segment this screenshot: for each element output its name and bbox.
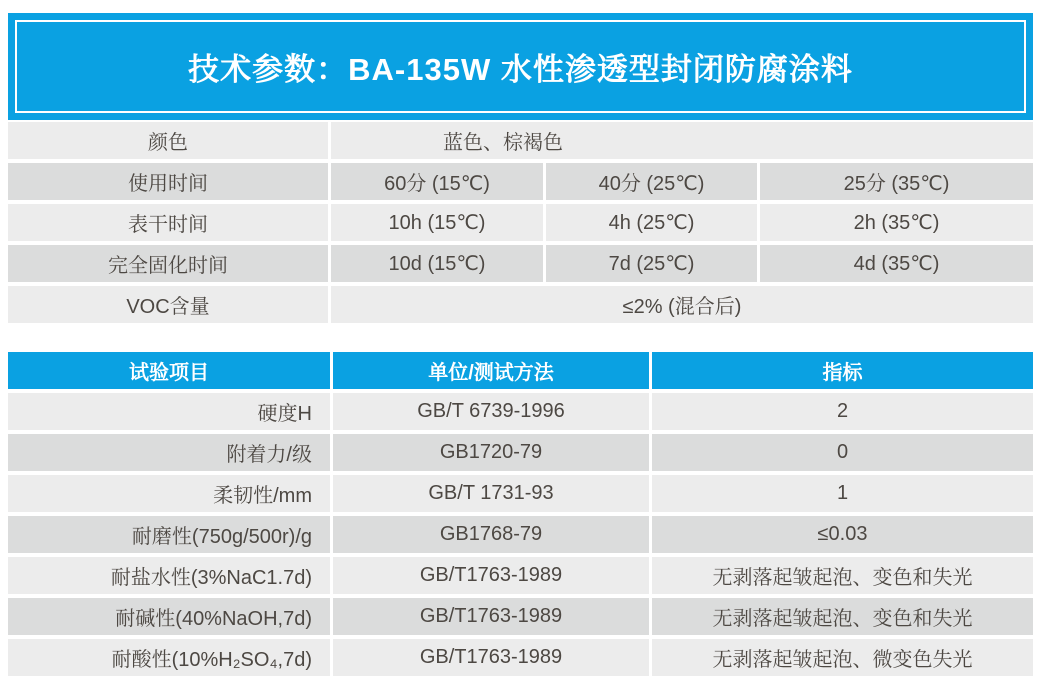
spec-table: [8, 122, 1033, 323]
row-value: 25分 (35℃): [760, 163, 1033, 200]
table-row-color: [8, 122, 1033, 159]
table-row-flexibility: [8, 475, 1033, 512]
row-label: 耐磨性(750g/500r)/g: [8, 516, 330, 553]
row-label: 完全固化时间: [8, 245, 328, 282]
table-row-voc: [8, 286, 1033, 323]
row-index: 无剥落起皱起泡、变色和失光: [652, 557, 1033, 594]
row-method: GB/T1763-1989: [333, 639, 649, 676]
row-index: 无剥落起皱起泡、微变色失光: [652, 639, 1033, 676]
table-row-acid: [8, 639, 1033, 676]
column-header-method: 单位/测试方法: [333, 352, 649, 389]
row-value: 10h (15℃): [331, 204, 543, 241]
table-row-surface-dry: [8, 204, 1033, 241]
column-header-test-item: 试验项目: [8, 352, 330, 389]
row-value: 7d (25℃): [546, 245, 757, 282]
row-label: 硬度H: [8, 393, 330, 430]
row-label: 耐酸性(10%H₂SO₄,7d): [8, 639, 330, 676]
row-index: 无剥落起皱起泡、变色和失光: [652, 598, 1033, 635]
row-label: 表干时间: [8, 204, 328, 241]
row-label: 耐碱性(40%NaOH,7d): [8, 598, 330, 635]
table-row-salt-water: [8, 557, 1033, 594]
row-value: 蓝色、棕褐色: [331, 122, 1033, 159]
row-value: 60分 (15℃): [331, 163, 543, 200]
row-index: ≤0.03: [652, 516, 1033, 553]
row-index: 2: [652, 393, 1033, 430]
row-value: ≤2% (混合后): [331, 286, 1033, 323]
row-value: 4h (25℃): [546, 204, 757, 241]
column-header-index: 指标: [652, 352, 1033, 389]
row-method: GB/T1763-1989: [333, 557, 649, 594]
title-banner: [8, 13, 1033, 120]
title-banner-border: [15, 20, 1026, 113]
page-title: 技术参数：BA-135W 水性渗透型封闭防腐涂料: [188, 52, 853, 87]
table-row-full-cure: [8, 245, 1033, 282]
table-header-row: [8, 352, 1033, 389]
row-label: 颜色: [8, 122, 328, 159]
row-index: 0: [652, 434, 1033, 471]
table-row-hardness: [8, 393, 1033, 430]
row-index: 1: [652, 475, 1033, 512]
row-method: GB/T 1731-93: [333, 475, 649, 512]
row-value: 40分 (25℃): [546, 163, 757, 200]
row-label: 柔韧性/mm: [8, 475, 330, 512]
table-row-alkali: [8, 598, 1033, 635]
row-label: 耐盐水性(3%NaC1.7d): [8, 557, 330, 594]
row-method: GB/T 6739-1996: [333, 393, 649, 430]
row-method: GB1768-79: [333, 516, 649, 553]
row-value: 10d (15℃): [331, 245, 543, 282]
table-row-adhesion: [8, 434, 1033, 471]
row-method: GB/T1763-1989: [333, 598, 649, 635]
row-label: 附着力/级: [8, 434, 330, 471]
row-value: 4d (35℃): [760, 245, 1033, 282]
row-label: VOC含量: [8, 286, 328, 323]
row-method: GB1720-79: [333, 434, 649, 471]
test-table: [8, 352, 1033, 676]
table-row-pot-life: [8, 163, 1033, 200]
table-row-abrasion: [8, 516, 1033, 553]
row-value: 2h (35℃): [760, 204, 1033, 241]
row-label: 使用时间: [8, 163, 328, 200]
